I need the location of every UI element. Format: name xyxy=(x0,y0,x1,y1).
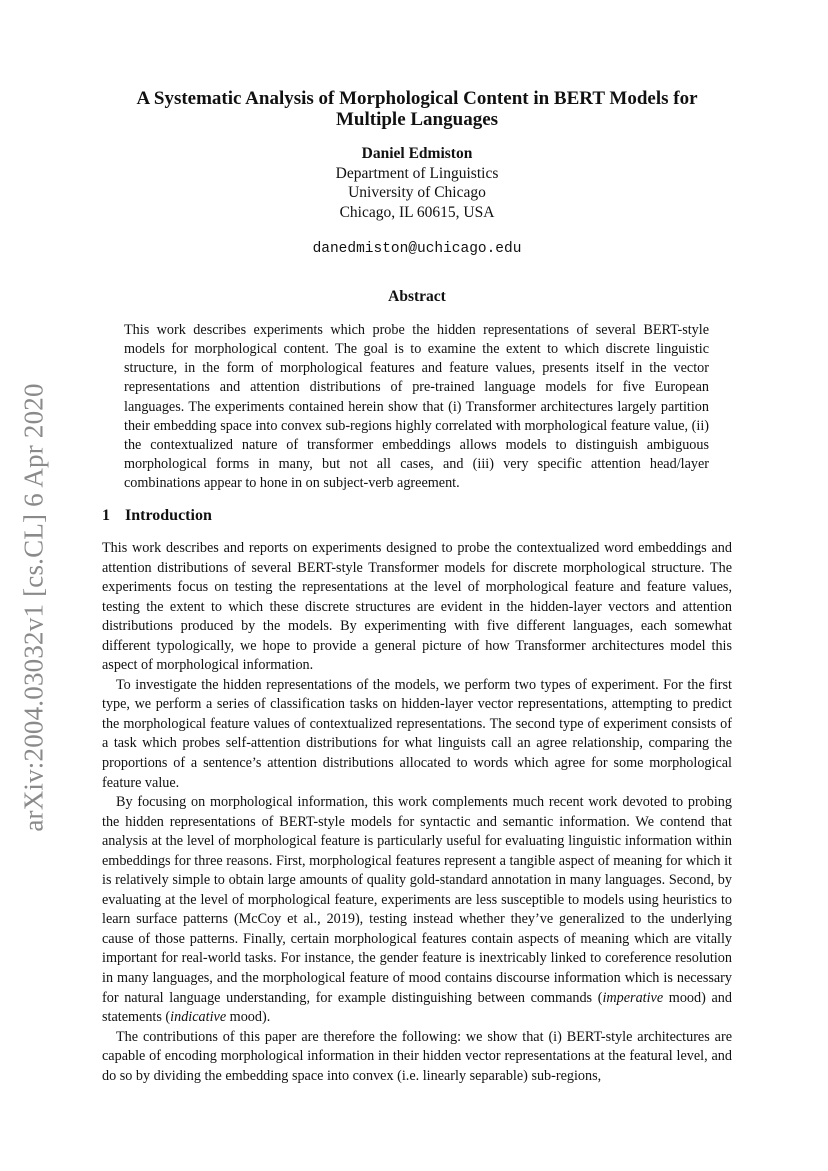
arxiv-identifier-stamp xyxy=(10,372,58,842)
paragraph-3 xyxy=(102,793,732,1028)
section-title: Introduction xyxy=(125,507,212,524)
abstract-heading: Abstract xyxy=(388,288,446,305)
paragraph-1: This work describes and reports on experiments designed to probe the contextualized word embeddings and attention distributions of several BERT-style Transformer models for discrete morphological structure. The experiments focus on testing the representations at the level of morphological feature and feature values, testing the extent to which these discrete structures are evident in the hidden-layer vectors and attention distributions produced by the models. By experimenting with five different languages, each somewhat different typologically, we hope to provide a general picture of how Transformer architectures model this aspect of morphological information. xyxy=(102,540,732,674)
author-location: Chicago, IL 60615, USA xyxy=(339,203,495,221)
indicative-term: indicative xyxy=(170,1009,227,1026)
author-name: Daniel Edmiston xyxy=(361,145,473,162)
imperative-term: imperative xyxy=(602,989,664,1006)
author-email: danedmiston@uchicago.edu xyxy=(312,241,522,257)
paragraph-3-text: By focusing on morphological information, this work complements much recent work devoted to probing the hidden representations of BERT-style models for syntactic and semantic information. We contend that analysis at the level of morphological feature is particularly useful for evaluating linguistic information within embeddings for three reasons. First, morphological features represent a tangible aspect of meaning for which it is relatively simple to obtain large amounts of quality gold-standard annotation in many languages. Second, by evaluating at the level of morphological feature, experiments are less susceptible to models using heuristics to learn surface patterns (McCoy et al., 2019), testing instead whether they’ve generalized to the underlying cause of those patterns. Finally, certain morphological features contain aspects of meaning which are vitally important for real-world tasks. For instance, the gender feature is inextricably linked to coreference resolution in many languages, and the morphological feature of mood contains discourse information which is necessary for natural language understanding, for example distinguishing between commands ( xyxy=(102,794,732,1006)
author-university: University of Chicago xyxy=(348,184,486,201)
arxiv-identifier-text: arXiv:2004.03032v1 [cs.CL] 6 Apr 2020 xyxy=(18,382,49,832)
author-department: Department of Linguistics xyxy=(335,164,499,182)
paragraph-3-mid: mood) and statements ( xyxy=(102,989,732,1026)
section-heading-introduction xyxy=(102,507,212,525)
paragraph-3-end: mood). xyxy=(226,1009,271,1026)
author-block xyxy=(100,144,734,222)
section-number: 1 xyxy=(102,507,110,524)
abstract-text: This work describes experiments which probe the hidden representations of several BERT-style models for morphological content. The goal is to examine the extent to which discrete linguistic structure, in the form of morphological features and feature values, presents itself in the vector representations and attention distributions of pre-trained language models for five European languages. The experiments contained herein show that (i) Transformer architectures largely partition their embedding space into convex sub-regions highly correlated with morphological feature value, (ii) the contextualized nature of transformer embeddings allows models to distinguish ambiguous morphological forms in many, but not all cases, and (iii) very specific attention head/layer combinations appear to hone in on subject-verb agreement. xyxy=(124,322,709,492)
paper-title xyxy=(100,88,734,130)
paragraph-2: To investigate the hidden representations of the models, we perform two types of experiment. For the first type, we perform a series of classification tasks on hidden-layer vector representations, attempting to predict the morphological feature values of contextualized representations. The second type of experiment consists of a task which probes self-attention distributions for what linguists call an agree relationship, comparing the proportions of a sentence’s attention distributions allocated to words which agree for some morphological feature value. xyxy=(102,676,732,791)
paragraph-4: The contributions of this paper are therefore the following: we show that (i) BERT-style architectures are capable of encoding morphological information in their hidden vector representations at the featural level, and do so by dividing the embedding space into convex (i.e. linearly separable) sub-regions, xyxy=(102,1028,732,1084)
title-line-1: A Systematic Analysis of Morphological Content in BERT Models for xyxy=(136,88,698,109)
introduction-body xyxy=(102,539,732,1086)
title-line-2: Multiple Languages xyxy=(335,109,499,130)
